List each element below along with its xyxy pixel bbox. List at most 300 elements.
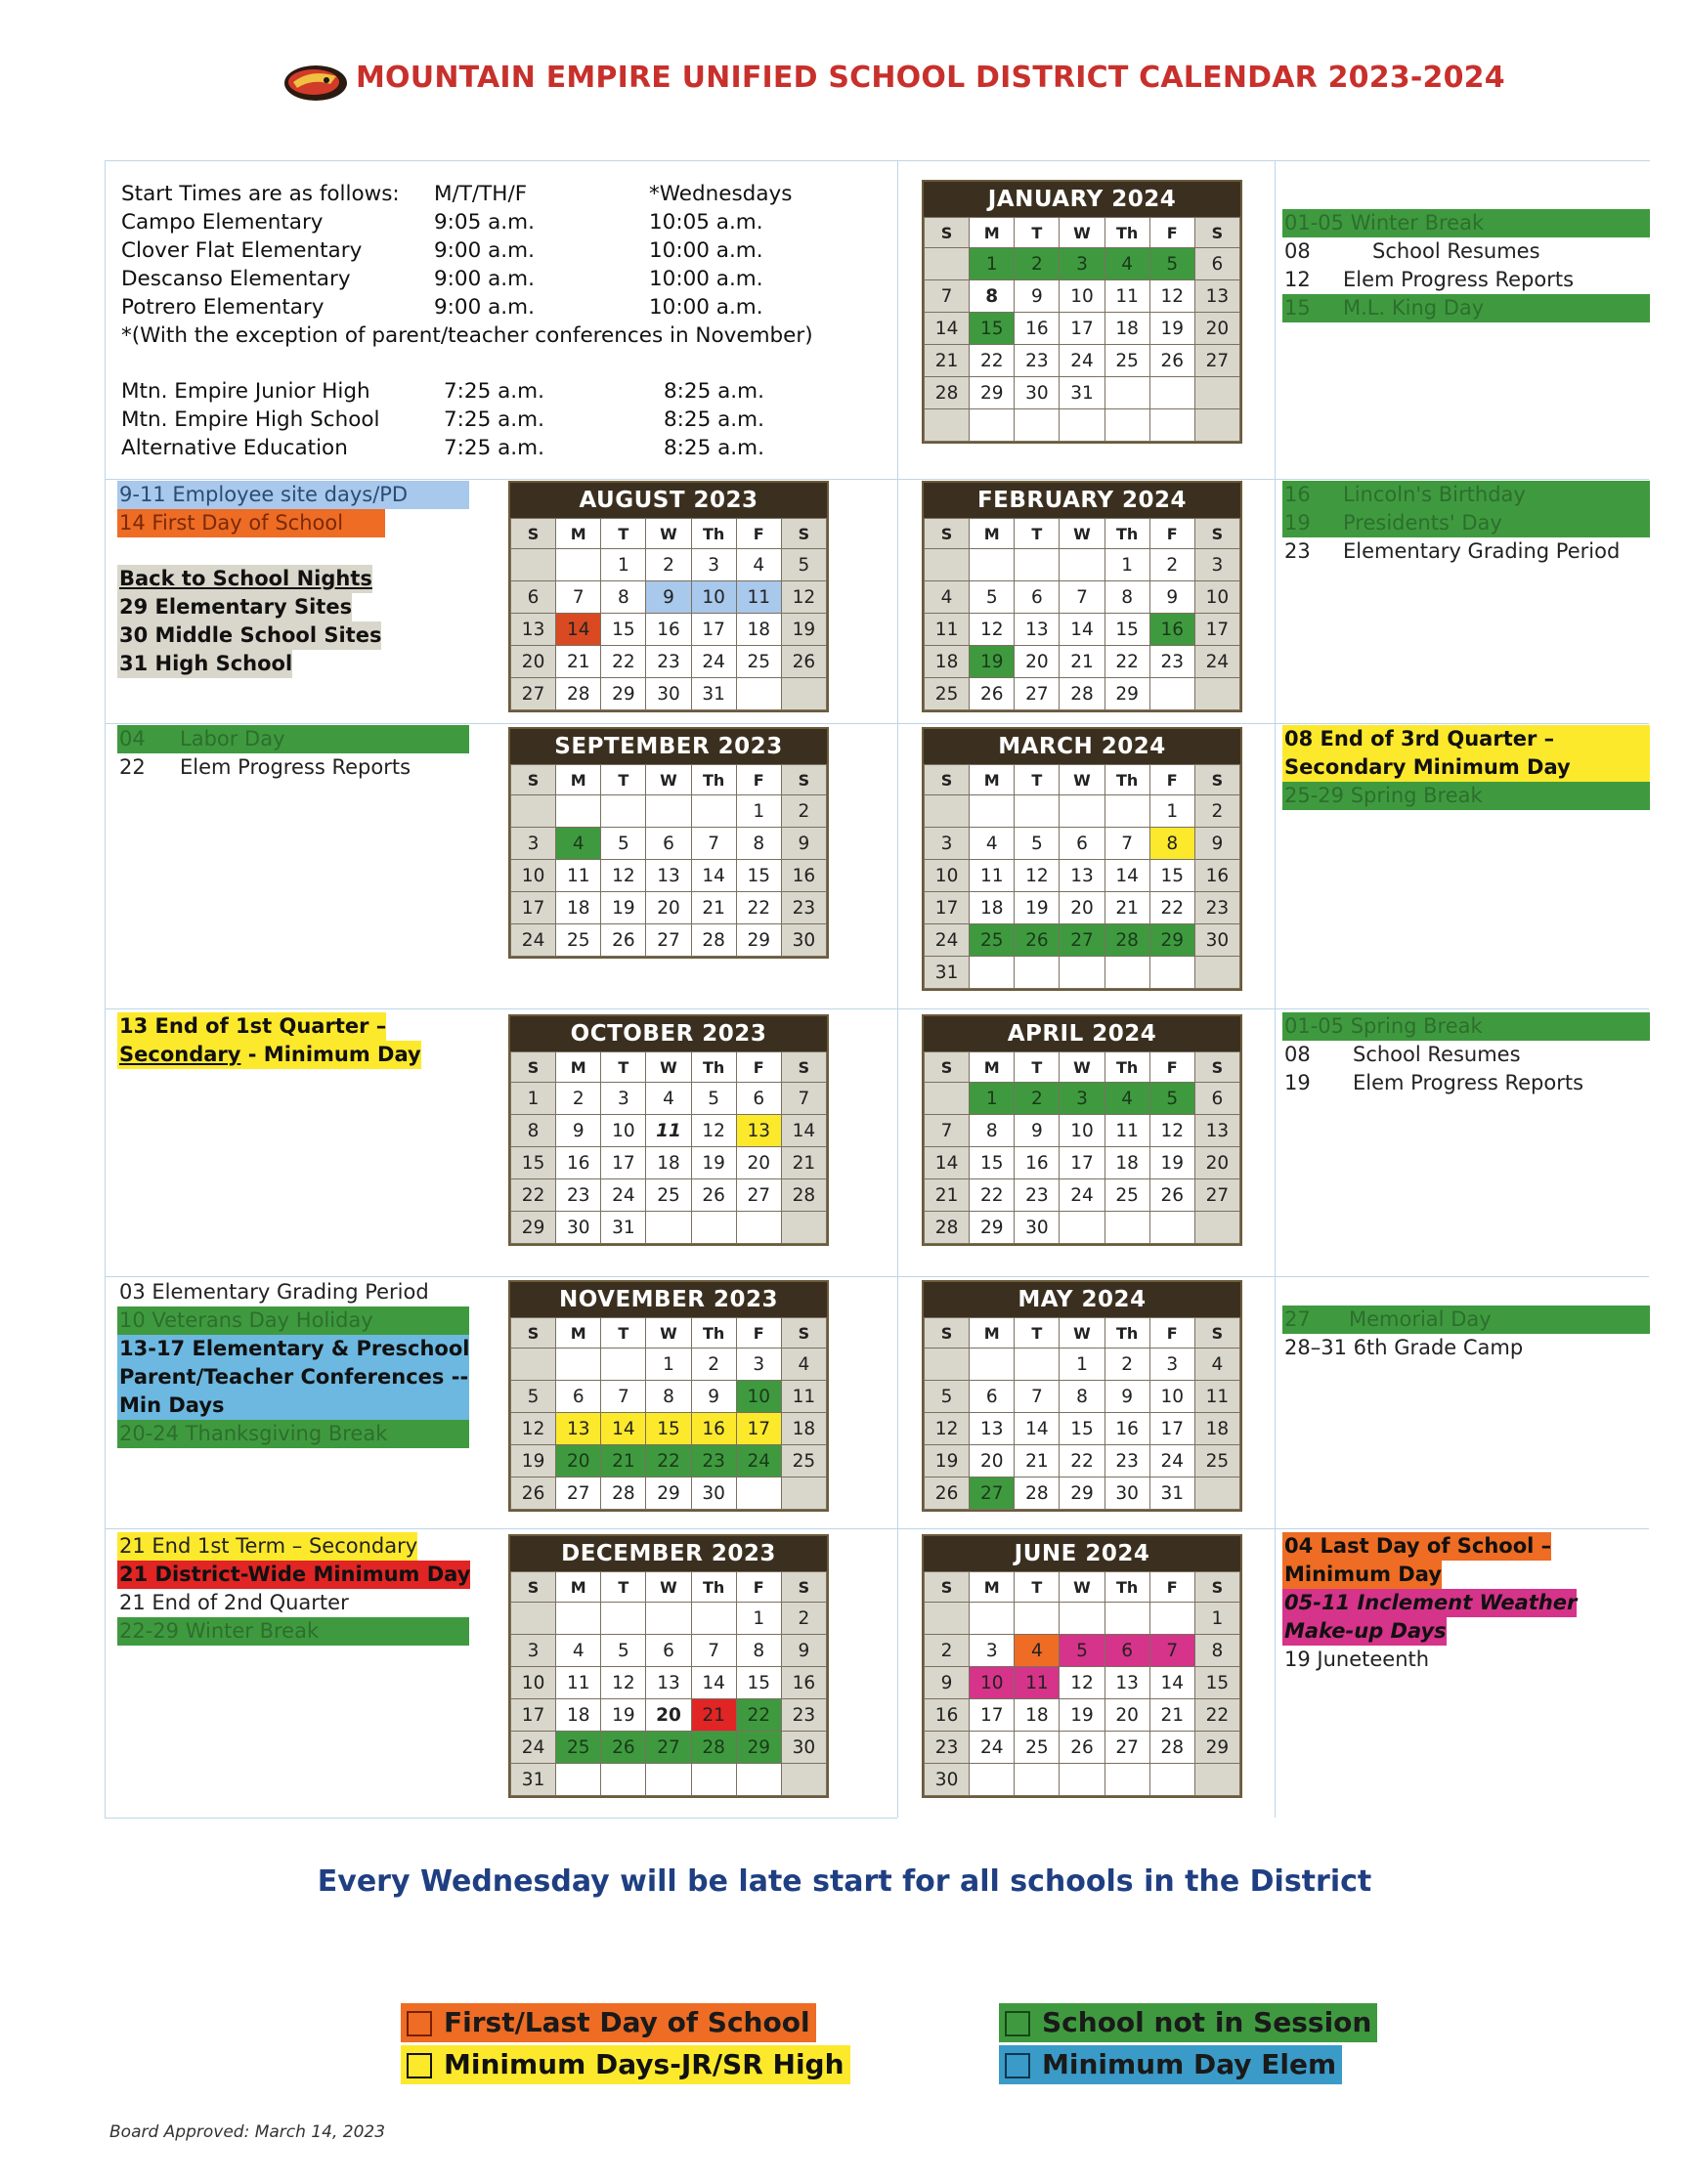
day-cell: 27 [970,1477,1015,1510]
day-cell: 6 [1194,1083,1239,1115]
day-cell: 22 [1194,1699,1239,1732]
day-cell: 1 [646,1349,691,1381]
day-cell: 24 [511,924,556,957]
day-cell: 28 [691,924,736,957]
day-cell: 9 [925,1667,970,1699]
day-cell [691,1603,736,1635]
day-cell [925,795,970,828]
day-of-week-header: S [925,218,970,248]
start-times-row: Alternative Education 7:25 a.m. 8:25 a.m. [121,436,764,460]
day-cell: 3 [1194,549,1239,581]
month-grid [924,217,1240,442]
day-cell: 28 [781,1179,826,1212]
day-cell: 14 [1015,1413,1060,1445]
day-cell [1149,957,1194,989]
note-lincoln-birthday: 16 Lincoln's Birthday [1282,481,1650,509]
day-cell: 13 [1104,1667,1149,1699]
day-of-week-header: S [781,1318,826,1349]
header [0,57,1689,106]
day-cell: 18 [646,1147,691,1179]
note-makeup-days: Make-up Days [1282,1617,1447,1646]
day-cell: 3 [601,1083,646,1115]
day-cell: 29 [1194,1732,1239,1764]
week-row [925,1413,1240,1445]
day-cell: 21 [925,1179,970,1212]
day-of-week-header: Th [1104,519,1149,549]
day-cell [1060,549,1104,581]
note-progress-reports: 19 Elem Progress Reports [1284,1071,1584,1094]
start-times [121,182,864,464]
day-cell: 21 [781,1147,826,1179]
start-times-row: Potrero Elementary 9:00 a.m. 10:00 a.m. [121,295,763,320]
week-row [511,1147,827,1179]
day-cell: 28 [1104,924,1149,957]
day-cell [556,1349,601,1381]
day-cell: 12 [781,581,826,614]
day-of-week-header: F [1149,765,1194,795]
day-cell: 2 [1149,549,1194,581]
day-cell [646,1764,691,1796]
day-cell: 3 [1060,1083,1104,1115]
day-cell: 15 [1060,1413,1104,1445]
note-labor-day: 04 Labor Day [117,725,469,753]
legend-minimum-elem: Minimum Day Elem [999,2045,1342,2084]
calendar-may-2024 [922,1280,1242,1512]
day-cell: 25 [1015,1732,1060,1764]
day-cell: 19 [925,1445,970,1477]
week-row [511,646,827,678]
notes-august [117,481,469,678]
day-cell: 30 [1194,924,1239,957]
day-cell: 3 [970,1635,1015,1667]
day-cell: 21 [1149,1699,1194,1732]
note-grading-period: 03 Elementary Grading Period [119,1280,429,1304]
day-cell [601,795,646,828]
week-row [925,1603,1240,1635]
day-cell: 25 [1104,1179,1149,1212]
day-cell: 19 [601,1699,646,1732]
day-cell: 17 [601,1147,646,1179]
day-cell: 16 [925,1699,970,1732]
day-cell: 1 [970,248,1015,280]
week-row [925,1147,1240,1179]
calendar-october-2023 [508,1014,829,1246]
calendar-february-2024 [922,481,1242,712]
frame-line [1275,160,1276,1818]
day-cell: 28 [556,678,601,710]
day-cell: 25 [925,678,970,710]
day-cell: 5 [1149,1083,1194,1115]
day-cell: 1 [970,1083,1015,1115]
day-cell: 21 [691,892,736,924]
day-cell: 7 [691,828,736,860]
district-logo-icon [282,59,350,104]
day-cell: 18 [1194,1413,1239,1445]
day-cell [1149,678,1194,710]
day-of-week-header: Th [1104,1052,1149,1083]
day-cell [781,1212,826,1244]
day-cell: 25 [556,1732,601,1764]
week-row [511,1445,827,1477]
note-last-day: Minimum Day [1282,1561,1442,1589]
day-cell: 21 [925,345,970,377]
week-row [925,1699,1240,1732]
week-row [925,345,1240,377]
day-cell: 27 [736,1179,781,1212]
start-times-row: Descanso Elementary 9:00 a.m. 10:00 a.m. [121,267,763,291]
day-cell: 9 [691,1381,736,1413]
day-cell [736,678,781,710]
day-cell: 30 [925,1764,970,1796]
day-cell: 31 [1149,1477,1194,1510]
day-cell: 11 [925,614,970,646]
day-cell: 7 [556,581,601,614]
week-row [511,1179,827,1212]
day-cell: 13 [1060,860,1104,892]
board-approved-note: Board Approved: March 14, 2023 [109,2122,386,2142]
day-cell [1194,1212,1239,1244]
day-cell [970,1603,1015,1635]
day-of-week-header: S [925,1052,970,1083]
day-cell: 12 [601,1667,646,1699]
day-of-week-header: S [781,1572,826,1603]
note-progress-reports: 12 Elem Progress Reports [1284,268,1575,291]
day-cell: 31 [601,1212,646,1244]
day-cell: 3 [736,1349,781,1381]
day-cell [1015,1349,1060,1381]
day-cell: 24 [511,1732,556,1764]
day-cell: 20 [1015,646,1060,678]
day-cell: 21 [1104,892,1149,924]
day-cell: 7 [1060,581,1104,614]
note-end-second-quarter: 21 End of 2nd Quarter [119,1591,349,1614]
day-cell: 9 [1015,280,1060,313]
notes-november [117,1278,469,1448]
day-cell: 8 [1149,828,1194,860]
day-cell: 13 [646,860,691,892]
day-cell: 20 [1060,892,1104,924]
day-cell: 25 [781,1445,826,1477]
day-cell: 18 [781,1413,826,1445]
day-of-week-header: T [601,519,646,549]
legend-swatch-icon [407,2011,432,2036]
day-cell: 1 [511,1083,556,1115]
day-cell: 10 [1149,1381,1194,1413]
day-cell: 6 [511,581,556,614]
day-cell [970,1349,1015,1381]
day-cell: 2 [781,1603,826,1635]
week-row [511,1667,827,1699]
day-cell: 26 [781,646,826,678]
day-of-week-header: T [1015,1318,1060,1349]
month-grid [510,518,827,710]
day-cell: 8 [1104,581,1149,614]
day-of-week-header: W [1060,218,1104,248]
day-cell: 3 [511,828,556,860]
note-winter-break: 01-05 Winter Break [1282,209,1650,237]
day-of-week-header: S [781,519,826,549]
day-cell: 19 [1015,892,1060,924]
week-row [925,1083,1240,1115]
day-cell: 27 [1194,345,1239,377]
day-cell: 16 [781,860,826,892]
day-cell: 6 [970,1381,1015,1413]
day-cell: 23 [1149,646,1194,678]
day-cell: 5 [970,581,1015,614]
week-row [925,1477,1240,1510]
notes-october [117,1012,469,1069]
calendar-august-2023 [508,481,829,712]
day-cell: 24 [601,1179,646,1212]
day-cell: 4 [736,549,781,581]
day-of-week-header: F [1149,1318,1194,1349]
day-cell: 8 [601,581,646,614]
calendar-december-2023 [508,1534,829,1798]
day-of-week-header: F [1149,1052,1194,1083]
start-times-row: Clover Flat Elementary 9:00 a.m. 10:00 a.m. [121,238,763,263]
frame-line [105,1528,1649,1529]
day-cell: 3 [1149,1349,1194,1381]
day-cell: 6 [646,1635,691,1667]
day-cell: 16 [691,1413,736,1445]
week-row [925,1764,1240,1796]
week-row [925,1381,1240,1413]
day-cell [691,1764,736,1796]
day-cell: 7 [1104,828,1149,860]
day-cell [736,1764,781,1796]
day-cell: 1 [736,795,781,828]
day-cell: 10 [1060,1115,1104,1147]
day-cell [925,1083,970,1115]
day-cell: 17 [1149,1413,1194,1445]
day-cell: 15 [736,860,781,892]
day-of-week-header: Th [691,1318,736,1349]
month-title: FEBRUARY 2024 [924,483,1240,518]
day-of-week-header: S [1194,1572,1239,1603]
month-grid [510,1317,827,1510]
day-cell: 1 [601,549,646,581]
day-cell [1149,1212,1194,1244]
day-of-week-header: W [1060,1052,1104,1083]
day-cell: 5 [511,1381,556,1413]
day-cell: 17 [736,1413,781,1445]
day-cell: 4 [970,828,1015,860]
day-cell: 18 [925,646,970,678]
day-of-week-header: Th [691,1572,736,1603]
month-grid [510,764,827,957]
day-of-week-header: T [1015,519,1060,549]
day-cell [781,1477,826,1510]
day-cell: 17 [511,1699,556,1732]
day-cell [1149,1764,1194,1796]
week-row [511,1381,827,1413]
day-cell: 2 [781,795,826,828]
day-cell: 31 [691,678,736,710]
day-cell: 11 [1015,1667,1060,1699]
day-of-week-header: S [1194,519,1239,549]
day-of-week-header: S [1194,1318,1239,1349]
frame-line [105,479,1649,480]
day-cell: 3 [1060,248,1104,280]
week-row [511,549,827,581]
day-cell [511,1349,556,1381]
day-cell [1194,1477,1239,1510]
day-of-week-header: Th [1104,1318,1149,1349]
day-cell: 23 [781,892,826,924]
day-cell: 30 [781,924,826,957]
day-cell: 15 [736,1667,781,1699]
day-cell: 23 [691,1445,736,1477]
day-cell: 28 [925,1212,970,1244]
day-cell: 9 [781,1635,826,1667]
day-of-week-header: W [1060,519,1104,549]
month-title: MARCH 2024 [924,729,1240,764]
day-cell: 28 [601,1477,646,1510]
day-of-week-header: F [1149,218,1194,248]
day-cell: 20 [646,1699,691,1732]
week-row [925,1732,1240,1764]
day-cell: 30 [646,678,691,710]
week-row [511,1477,827,1510]
day-cell: 28 [691,1732,736,1764]
day-cell: 23 [925,1732,970,1764]
day-cell: 3 [691,549,736,581]
legend-not-in-session: School not in Session [999,2003,1377,2042]
day-cell: 12 [601,860,646,892]
day-cell: 11 [1104,280,1149,313]
day-cell: 9 [1104,1381,1149,1413]
frame-line [105,1276,1649,1277]
day-cell: 28 [1015,1477,1060,1510]
day-cell: 7 [1149,1635,1194,1667]
note-middle-school-sites: 30 Middle School Sites [117,621,381,650]
note-last-day: 04 Last Day of School – [1282,1532,1551,1561]
day-cell [1015,409,1060,442]
day-cell: 17 [1060,313,1104,345]
day-cell: 15 [1194,1667,1239,1699]
day-cell: 19 [601,892,646,924]
day-cell: 12 [1015,860,1060,892]
day-cell [646,1212,691,1244]
day-cell: 14 [1149,1667,1194,1699]
month-title: JANUARY 2024 [924,182,1240,217]
day-of-week-header: S [511,1052,556,1083]
week-row [511,1212,827,1244]
day-cell [781,1764,826,1796]
day-cell: 23 [1104,1445,1149,1477]
day-of-week-header: Th [691,1052,736,1083]
day-cell: 20 [646,892,691,924]
day-cell: 12 [970,614,1015,646]
day-of-week-header: Th [1104,218,1149,248]
day-cell: 22 [970,1179,1015,1212]
day-cell: 5 [1060,1635,1104,1667]
day-cell: 8 [1194,1635,1239,1667]
note-thanksgiving-break: 20-24 Thanksgiving Break [117,1420,469,1448]
page-title: MOUNTAIN EMPIRE UNIFIED SCHOOL DISTRICT CALENDAR 2023-2024 [356,61,1505,95]
week-row [925,313,1240,345]
day-cell [601,1603,646,1635]
day-cell: 9 [1015,1115,1060,1147]
day-cell: 7 [691,1635,736,1667]
day-cell: 19 [1149,313,1194,345]
day-cell: 4 [646,1083,691,1115]
day-cell [1194,377,1239,409]
notes-february [1282,481,1650,566]
day-cell: 25 [736,646,781,678]
day-cell: 5 [691,1083,736,1115]
day-cell: 5 [1015,828,1060,860]
day-cell [556,549,601,581]
day-cell: 12 [1060,1667,1104,1699]
week-row [511,581,827,614]
day-cell: 10 [736,1381,781,1413]
week-row [925,1212,1240,1244]
day-cell [1104,957,1149,989]
note-spring-break: 25-29 Spring Break [1282,782,1650,810]
week-row [511,678,827,710]
day-cell [556,1603,601,1635]
notes-march [1282,725,1650,810]
day-cell: 10 [511,1667,556,1699]
day-cell: 5 [925,1381,970,1413]
day-cell: 5 [601,828,646,860]
day-cell: 15 [511,1147,556,1179]
day-cell: 26 [1149,1179,1194,1212]
day-cell: 26 [691,1179,736,1212]
day-cell: 29 [646,1477,691,1510]
week-row [511,795,827,828]
day-cell: 5 [601,1635,646,1667]
week-row [925,957,1240,989]
day-cell: 4 [781,1349,826,1381]
week-row [925,1115,1240,1147]
day-cell [646,1603,691,1635]
day-cell: 20 [1194,313,1239,345]
month-grid [924,1571,1240,1796]
day-cell: 2 [691,1349,736,1381]
day-cell: 19 [781,614,826,646]
day-cell [646,795,691,828]
frame-line [105,1008,1649,1009]
day-cell: 16 [556,1147,601,1179]
day-cell: 8 [511,1115,556,1147]
day-cell: 18 [970,892,1015,924]
day-cell: 20 [511,646,556,678]
day-cell: 4 [1194,1349,1239,1381]
day-cell: 12 [1149,280,1194,313]
day-of-week-header: F [736,1572,781,1603]
day-cell: 23 [781,1699,826,1732]
day-cell: 18 [556,892,601,924]
day-cell: 4 [1104,248,1149,280]
week-row [511,1603,827,1635]
month-title: MAY 2024 [924,1282,1240,1317]
week-row [925,1445,1240,1477]
day-cell [1149,377,1194,409]
day-cell [1194,409,1239,442]
day-cell [1194,678,1239,710]
day-of-week-header: F [736,765,781,795]
day-cell: 17 [1194,614,1239,646]
day-cell: 14 [781,1115,826,1147]
day-cell: 15 [1149,860,1194,892]
day-cell: 31 [925,957,970,989]
calendar-june-2024 [922,1534,1242,1798]
day-cell: 26 [925,1477,970,1510]
day-cell: 7 [601,1381,646,1413]
day-cell: 14 [601,1413,646,1445]
